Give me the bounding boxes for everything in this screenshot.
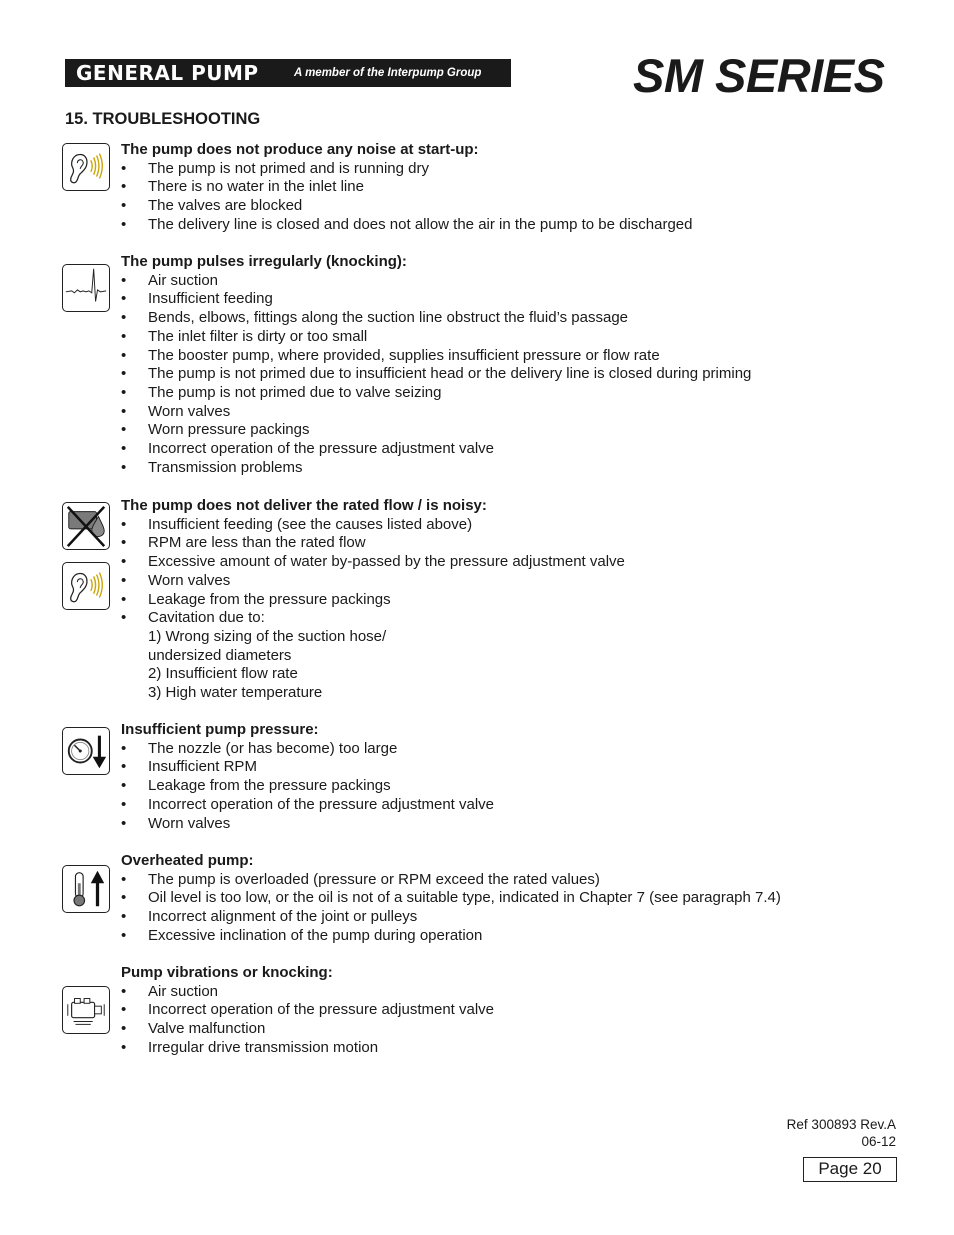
list-item: • Leakage from the pressure packings — [121, 591, 881, 610]
list-item: • Air suction — [121, 272, 881, 291]
list-item: • Incorrect operation of the pressure adjustment valve — [121, 796, 881, 815]
brand-name: GENERAL PUMP — [76, 61, 259, 85]
list-item: • The delivery line is closed and does not allow the air in the pump to be discharged — [121, 216, 881, 235]
brand-bar — [65, 59, 511, 87]
list-item: • Worn pressure packings — [121, 421, 881, 440]
list-item: • Insufficient feeding (see the causes listed above) — [121, 516, 881, 535]
ear-sound-icon — [62, 143, 110, 191]
series-title: SM SERIES — [633, 49, 885, 102]
list-item: • Excessive inclination of the pump during operation — [121, 927, 881, 946]
group-title: The pump does not deliver the rated flow / is noisy: — [121, 497, 487, 514]
trouble-group-pressure — [121, 721, 881, 833]
list-item: • Worn valves — [121, 815, 881, 834]
list-item: • Incorrect operation of the pressure adjustment valve — [121, 440, 881, 459]
group-title: The pump pulses irregularly (knocking): — [121, 253, 407, 270]
trouble-group-overheated — [121, 852, 881, 946]
list-item: • Worn valves — [121, 403, 881, 422]
brand-tagline: A member of the Interpump Group — [294, 67, 482, 79]
list-item: • Oil level is too low, or the oil is not of a suitable type, indicated in Chapter 7 (see paragraph 7.4) — [121, 889, 881, 908]
list-item: • Irregular drive transmission motion — [121, 1039, 881, 1058]
sub-item: undersized diameters — [148, 646, 292, 664]
list-item: • Excessive amount of water by-passed by the pressure adjustment valve — [121, 553, 881, 572]
ref-number: Ref 300893 Rev.A — [786, 1117, 896, 1132]
list-item: • The inlet filter is dirty or too small — [121, 328, 881, 347]
pulse-waveform-icon — [62, 264, 110, 312]
list-item: • The pump is not primed due to valve seizing — [121, 384, 881, 403]
list-item: • Incorrect alignment of the joint or pulleys — [121, 908, 881, 927]
thermometer-up-icon — [62, 865, 110, 913]
list-item: • The booster pump, where provided, supplies insufficient pressure or flow rate — [121, 347, 881, 366]
group-title: The pump does not produce any noise at start-up: — [121, 141, 479, 158]
list-item: • RPM are less than the rated flow — [121, 534, 881, 553]
pump-vibration-icon — [62, 986, 110, 1034]
list-item: • Worn valves — [121, 572, 881, 591]
list-item: • Insufficient RPM — [121, 758, 881, 777]
sub-item: 3) High water temperature — [148, 684, 323, 702]
sub-item: 2) Insufficient flow rate — [148, 665, 298, 683]
no-flow-icon — [62, 502, 110, 550]
group-title: Overheated pump: — [121, 852, 254, 869]
list-item: • The pump is not primed and is running dry — [121, 160, 881, 179]
sub-item: 1) Wrong sizing of the suction hose/ — [148, 627, 387, 645]
list-item: • Transmission problems — [121, 459, 881, 478]
group-title: Insufficient pump pressure: — [121, 721, 319, 738]
list-item: • Incorrect operation of the pressure adjustment valve — [121, 1001, 881, 1020]
list-item: • Valve malfunction — [121, 1020, 881, 1039]
list-item: • Insufficient feeding — [121, 290, 881, 309]
ear-sound-icon — [62, 562, 110, 610]
section-heading: 15. TROUBLESHOOTING — [65, 110, 261, 128]
trouble-group-vibrations — [121, 964, 881, 1058]
list-item: • The pump is not primed due to insufficient head or the delivery line is closed during priming — [121, 365, 881, 384]
trouble-group-flow-noisy — [121, 497, 881, 703]
list-item: • The valves are blocked — [121, 197, 881, 216]
group-title: Pump vibrations or knocking: — [121, 964, 333, 981]
list-item: • There is no water in the inlet line — [121, 178, 881, 197]
list-item: • The nozzle (or has become) too large — [121, 740, 881, 759]
trouble-group-knocking — [121, 253, 881, 477]
list-item: • Leakage from the pressure packings — [121, 777, 881, 796]
list-item: • Bends, elbows, fittings along the suction line obstruct the fluid’s passage — [121, 309, 881, 328]
list-item: • The pump is overloaded (pressure or RPM exceed the rated values) — [121, 871, 881, 890]
ref-date: 06-12 — [861, 1134, 896, 1149]
trouble-group-no-noise — [121, 141, 881, 235]
list-item: • Air suction — [121, 983, 881, 1002]
list-item: • Cavitation due to: — [121, 609, 881, 628]
page-number: Page 20 — [803, 1157, 897, 1182]
document-reference — [787, 1116, 896, 1150]
pressure-gauge-down-icon — [62, 727, 110, 775]
